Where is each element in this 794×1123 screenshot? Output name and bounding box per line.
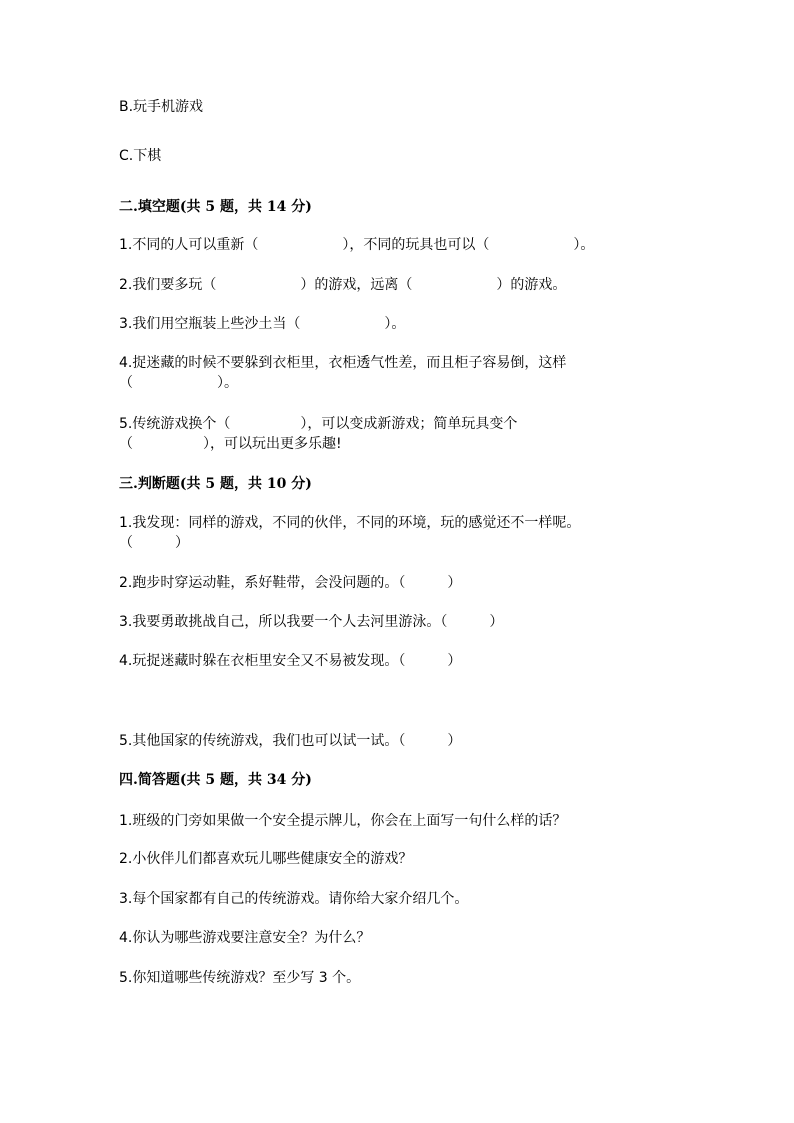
section-heading-fill-in: 二.填空题(共 5 题，共 14 分) xyxy=(119,199,312,215)
judge-question-2: 2.跑步时穿运动鞋，系好鞋带，会没问题的。（ ） xyxy=(119,575,462,591)
section-heading-judgment: 三.判断题(共 5 题，共 10 分) xyxy=(119,476,312,492)
judge-question-1-line-2: （ ） xyxy=(119,535,189,551)
judge-question-4: 4.玩捉迷藏时躲在衣柜里安全又不易被发现。（ ） xyxy=(119,653,462,669)
judge-question-5: 5.其他国家的传统游戏，我们也可以试一试。（ ） xyxy=(119,733,462,749)
fill-question-5-line-1: 5.传统游戏换个（ ），可以变成新游戏；简单玩具变个 xyxy=(119,416,518,432)
option-c: C.下棋 xyxy=(119,148,162,164)
short-question-4: 4.你认为哪些游戏要注意安全？为什么？ xyxy=(119,930,371,946)
section-heading-short-answer: 四.简答题(共 5 题，共 34 分) xyxy=(119,772,312,788)
fill-question-5-line-2: （ ），可以玩出更多乐趣! xyxy=(119,436,342,452)
fill-question-1: 1.不同的人可以重新（ ），不同的玩具也可以（ ）。 xyxy=(119,237,595,253)
option-b: B.玩手机游戏 xyxy=(119,99,204,115)
judge-question-1-line-1: 1.我发现：同样的游戏，不同的伙伴，不同的环境，玩的感觉还不一样呢。 xyxy=(119,515,581,531)
fill-question-4-line-2: （ ）。 xyxy=(119,375,238,391)
short-question-5: 5.你知道哪些传统游戏？至少写 3 个。 xyxy=(119,970,361,986)
judge-question-3: 3.我要勇敢挑战自己，所以我要一个人去河里游泳。（ ） xyxy=(119,614,504,630)
short-question-3: 3.每个国家都有自己的传统游戏。请你给大家介绍几个。 xyxy=(119,891,469,907)
short-question-2: 2.小伙伴儿们都喜欢玩儿哪些健康安全的游戏？ xyxy=(119,851,413,867)
short-question-1: 1.班级的门旁如果做一个安全提示牌儿，你会在上面写一句什么样的话？ xyxy=(119,813,567,829)
fill-question-3: 3.我们用空瓶装上些沙土当（ ）。 xyxy=(119,316,406,332)
fill-question-4-line-1: 4.捉迷藏的时候不要躲到衣柜里，衣柜透气性差，而且柜子容易倒，这样 xyxy=(119,355,567,371)
fill-question-2: 2.我们要多玩（ ）的游戏，远离（ ）的游戏。 xyxy=(119,277,567,293)
